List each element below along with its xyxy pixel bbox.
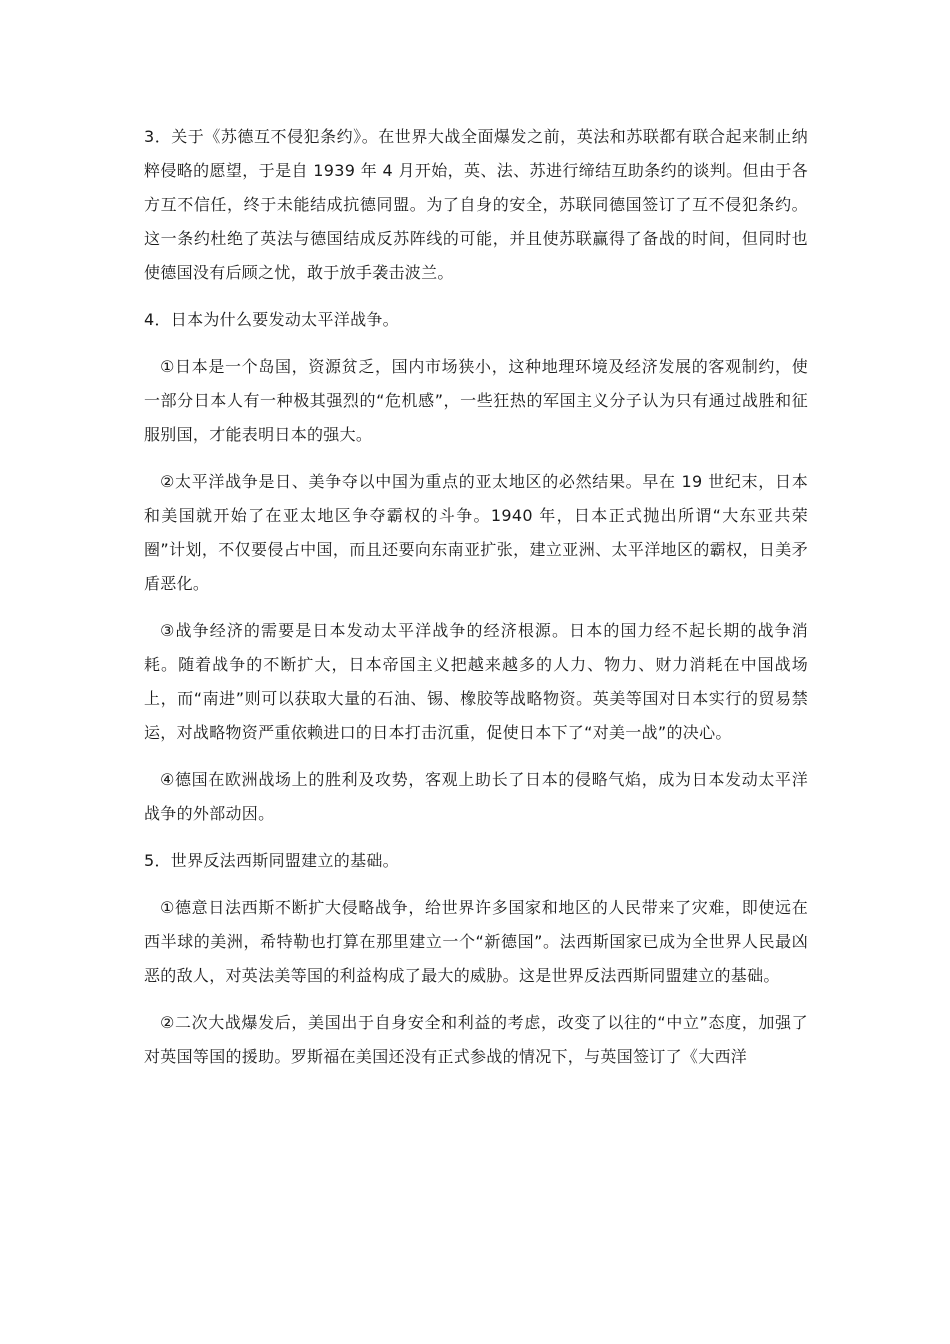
section-5-point-1: ①德意日法西斯不断扩大侵略战争，给世界许多国家和地区的人民带来了灾难，即使远在西半球的美洲，希特勒也打算在那里建立一个“新德国”。法西斯国家已成为全世界人民最凶恶的敌人，对英法美等国的利益构成了最大的威胁。这是世界反法西斯同盟建立的基础。 xyxy=(144,898,808,985)
section-4-point-1: ①日本是一个岛国，资源贫乏，国内市场狭小，这种地理环境及经济发展的客观制约，使一部分日本人有一种极其强烈的“危机感”，一些狂热的军国主义分子认为只有通过战胜和征服别国，才能表明日本的强大。 xyxy=(144,357,808,444)
section-4-heading: 4．日本为什么要发动太平洋战争。 xyxy=(144,310,399,329)
section-3-paragraph: 3．关于《苏德互不侵犯条约》。在世界大战全面爆发之前，英法和苏联都有联合起来制止纳粹侵略的愿望，于是自 1939 年 4 月开始，英、法、苏进行缔结互助条约的谈判。但由于各方互不信任，终于未能结成抗德同盟。为了自身的安全，苏联同德国签订了互不侵犯条约。这一条约杜绝了英法与德国结成反苏阵线的可能，并且使苏联赢得了备战的时间，但同时也使德国没有后顾之忧，敢于放手袭击波兰。 xyxy=(144,127,808,282)
section-5-point-2: ②二次大战爆发后，美国出于自身安全和利益的考虑，改变了以往的“中立”态度，加强了对英国等国的援助。罗斯福在美国还没有正式参战的情况下，与英国签订了《大西洋 xyxy=(144,1013,808,1066)
section-4-point-4: ④德国在欧洲战场上的胜利及攻势，客观上助长了日本的侵略气焰，成为日本发动太平洋战争的外部动因。 xyxy=(144,770,808,823)
section-4-point-3: ③战争经济的需要是日本发动太平洋战争的经济根源。日本的国力经不起长期的战争消耗。随着战争的不断扩大，日本帝国主义把越来越多的人力、物力、财力消耗在中国战场上，而“南进”则可以获取大量的石油、锡、橡胶等战略物资。英美等国对日本实行的贸易禁运，对战略物资严重依赖进口的日本打击沉重，促使日本下了“对美一战”的决心。 xyxy=(144,621,808,742)
section-5-heading: 5．世界反法西斯同盟建立的基础。 xyxy=(144,851,399,870)
section-4-point-2: ②太平洋战争是日、美争夺以中国为重点的亚太地区的必然结果。早在 19 世纪末，日本和美国就开始了在亚太地区争夺霸权的斗争。1940 年，日本正式抛出所谓“大东亚共荣圈”计划，不仅要侵占中国，而且还要向东南亚扩张，建立亚洲、太平洋地区的霸权，日美矛盾恶化。 xyxy=(144,472,808,593)
document-body xyxy=(144,120,808,1087)
